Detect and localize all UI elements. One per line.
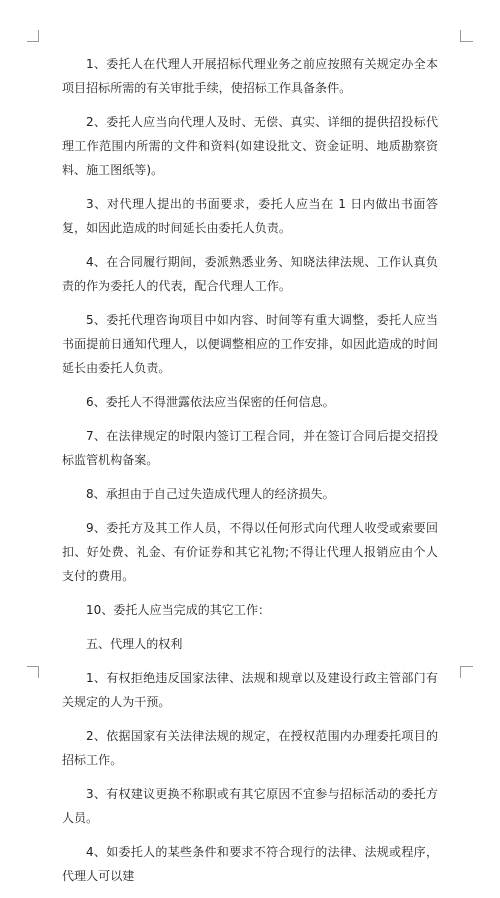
- crop-mark-top-right-horizontal: [461, 41, 473, 42]
- rights-clause-3: 3、有权建议更换不称职或有其它原因不宜参与招标活动的委托方人员。: [62, 787, 438, 825]
- document-body: [62, 52, 438, 898]
- crop-mark-top-left-horizontal: [27, 41, 39, 42]
- crop-mark-bottom-right-horizontal: [461, 666, 473, 667]
- clause-7-contract-filing: 7、在法律规定的时限内签订工程合同，并在签订合同后提交招投标监管机构备案。: [62, 429, 438, 467]
- clause-8-economic-loss: 8、承担由于自己过失造成代理人的经济损失。: [86, 487, 335, 501]
- clause-5-major-adjustments: 5、委托代理咨询项目中如内容、时间等有重大调整，委托人应当书面提前日通知代理人，以便调整相应的工作安排，如因此造成的时间延长由委托人负责。: [62, 313, 438, 375]
- rights-clause-1: 1、有权拒绝违反国家法律、法规和规章以及建设行政主管部门有关规定的人为干预。: [62, 671, 438, 709]
- clause-2-provide-documents: 2、委托人应当向代理人及时、无偿、真实、详细的提供招投标代理工作范围内所需的文件和资料(如建设批文、资金证明、地质勘察资料、施工图纸等)。: [62, 115, 438, 177]
- clause-3-written-reply: 3、对代理人提出的书面要求，委托人应当在 1 日内做出书面答复，如因此造成的时间延长由委托人负责。: [62, 197, 438, 235]
- crop-mark-bottom-right-vertical: [460, 666, 461, 678]
- clause-10-other-work: 10、委托人应当完成的其它工作：: [86, 603, 271, 617]
- clause-1-approval-procedures: 1、委托人在代理人开展招标代理业务之前应按照有关规定办全本项目招标所需的有关审批手续，使招标工作具备条件。: [62, 57, 438, 95]
- clause-6-confidentiality: 6、委托人不得泄露依法应当保密的任何信息。: [86, 395, 335, 409]
- rights-clause-2: 2、依据国家有关法律法规的规定，在授权范围内办理委托项目的招标工作。: [62, 729, 438, 767]
- clause-4-representative: 4、在合同履行期间，委派熟悉业务、知晓法律法规、工作认真负责的作为委托人的代表，配合代理人工作。: [62, 255, 438, 293]
- crop-mark-bottom-left-horizontal: [27, 666, 39, 667]
- rights-clause-4: 4、如委托人的某些条件和要求不符合现行的法律、法规或程序，代理人可以建: [62, 845, 438, 883]
- crop-mark-bottom-left-vertical: [38, 666, 39, 678]
- section-heading-agent-rights: 五、代理人的权利: [86, 637, 183, 651]
- clause-9-no-kickbacks: 9、委托方及其工作人员，不得以任何形式向代理人收受或索要回扣、好处费、礼金、有价证券和其它礼物;不得让代理人报销应由个人支付的费用。: [62, 521, 438, 583]
